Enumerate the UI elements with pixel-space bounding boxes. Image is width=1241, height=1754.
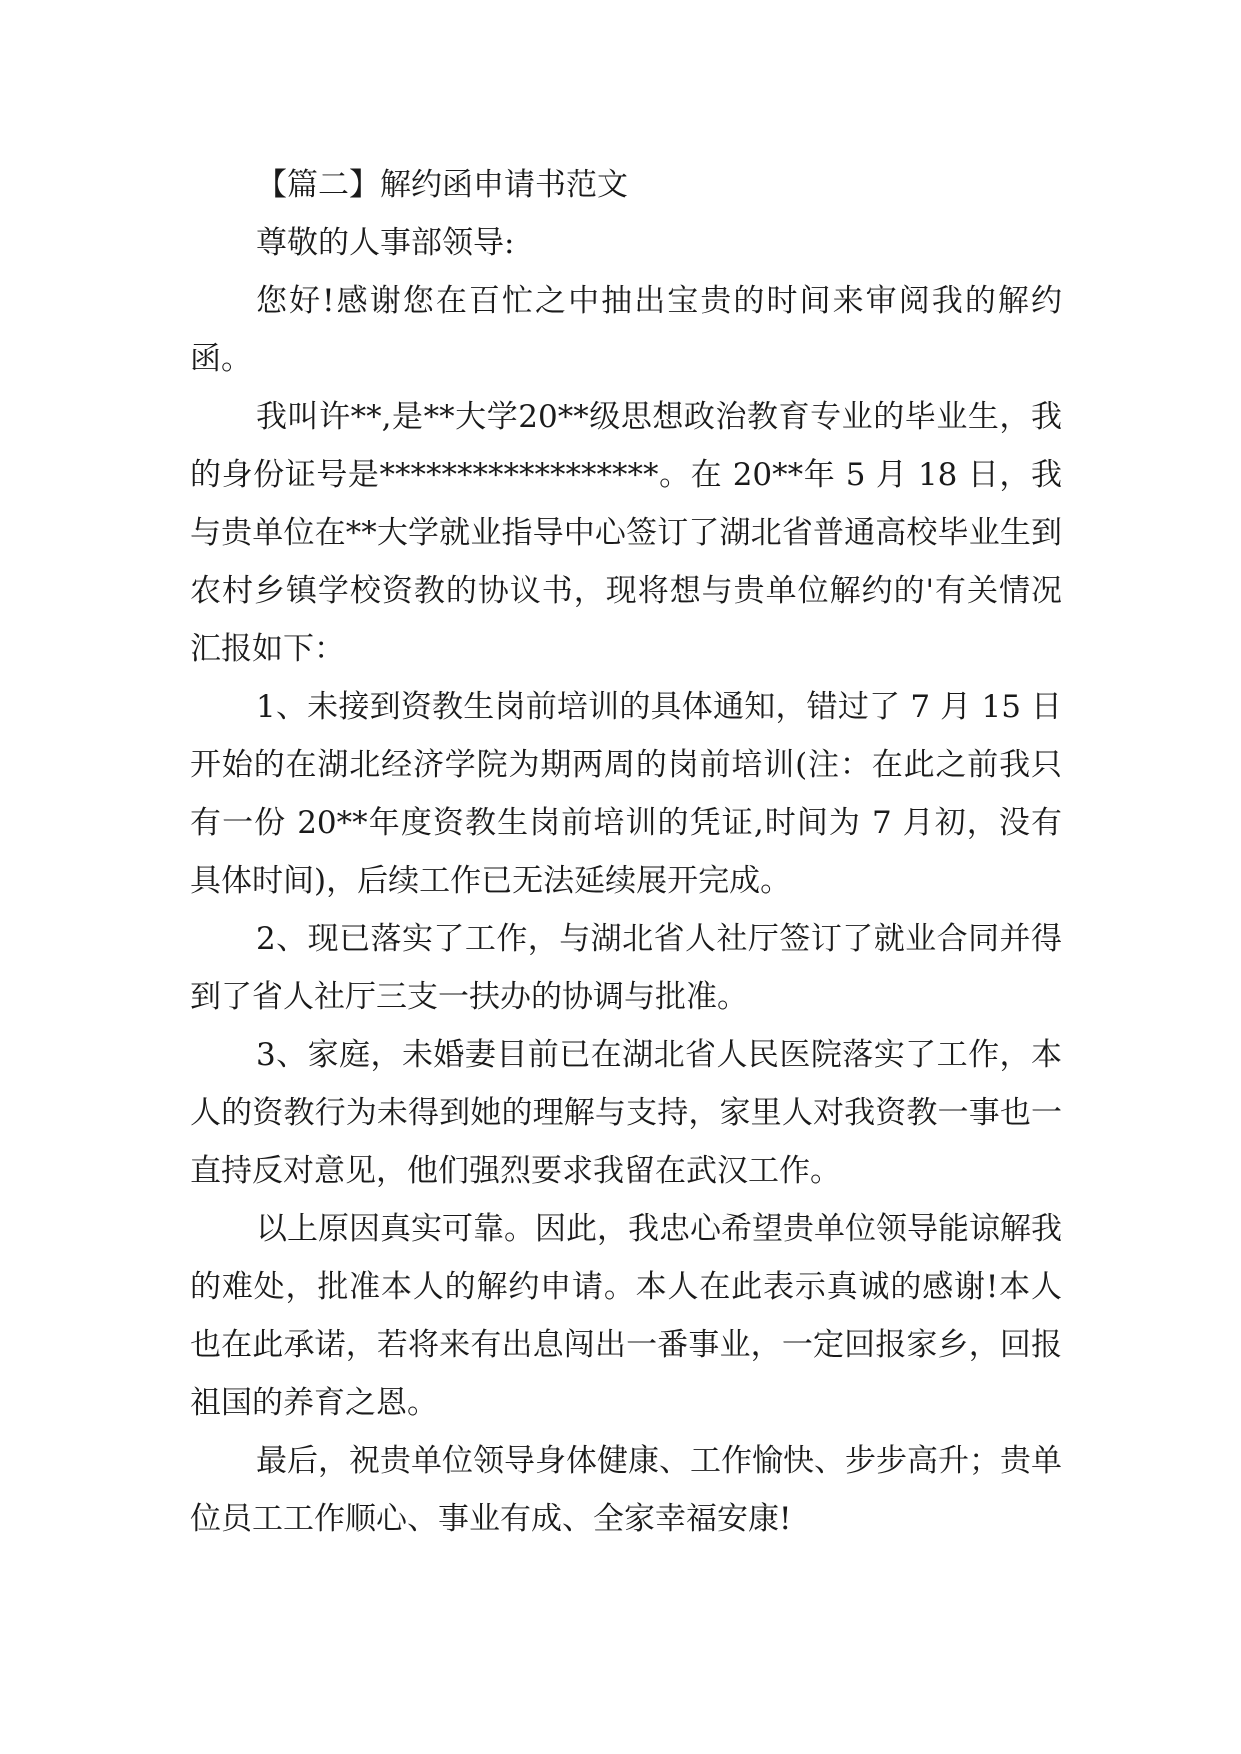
document-body (190, 156, 1062, 1548)
paragraph-introduction: 我叫许**,是**大学20**级思想政治教育专业的毕业生，我的身份证号是******************。在 20**年 5 月 18 日，我与贵单位在**大学就业指导中心签订了湖北省普通高校毕业生到农村乡镇学校资教的协议书，现将想与贵单位解约的'有关情况汇报如下： (190, 399, 1062, 667)
salutation: 尊敬的人事部领导: (256, 225, 515, 261)
paragraph-reason-3: 3、家庭，未婚妻目前已在湖北省人民医院落实了工作，本人的资教行为未得到她的理解与支持，家里人对我资教一事也一直持反对意见，他们强烈要求我留在武汉工作。 (190, 1037, 1062, 1189)
paragraph-request: 以上原因真实可靠。因此，我忠心希望贵单位领导能谅解我的难处，批准本人的解约申请。本人在此表示真诚的感谢!本人也在此承诺，若将来有出息闯出一番事业，一定回报家乡，回报祖国的养育之恩。 (190, 1211, 1062, 1421)
document-title: 【篇二】解约函申请书范文 (256, 167, 628, 203)
paragraph-closing: 最后，祝贵单位领导身体健康、工作愉快、步步高升；贵单位员工工作顺心、事业有成、全家幸福安康! (190, 1443, 1062, 1537)
paragraph-greeting: 您好!感谢您在百忙之中抽出宝贵的时间来审阅我的解约函。 (190, 283, 1062, 377)
paragraph-reason-2: 2、现已落实了工作，与湖北省人社厅签订了就业合同并得到了省人社厅三支一扶办的协调与批准。 (190, 921, 1062, 1015)
paragraph-reason-1: 1、未接到资教生岗前培训的具体通知，错过了 7 月 15 日开始的在湖北经济学院为期两周的岗前培训(注：在此之前我只有一份 20**年度资教生岗前培训的凭证,时间为 7 月初，没有具体时间)，后续工作已无法延续展开完成。 (190, 689, 1062, 899)
